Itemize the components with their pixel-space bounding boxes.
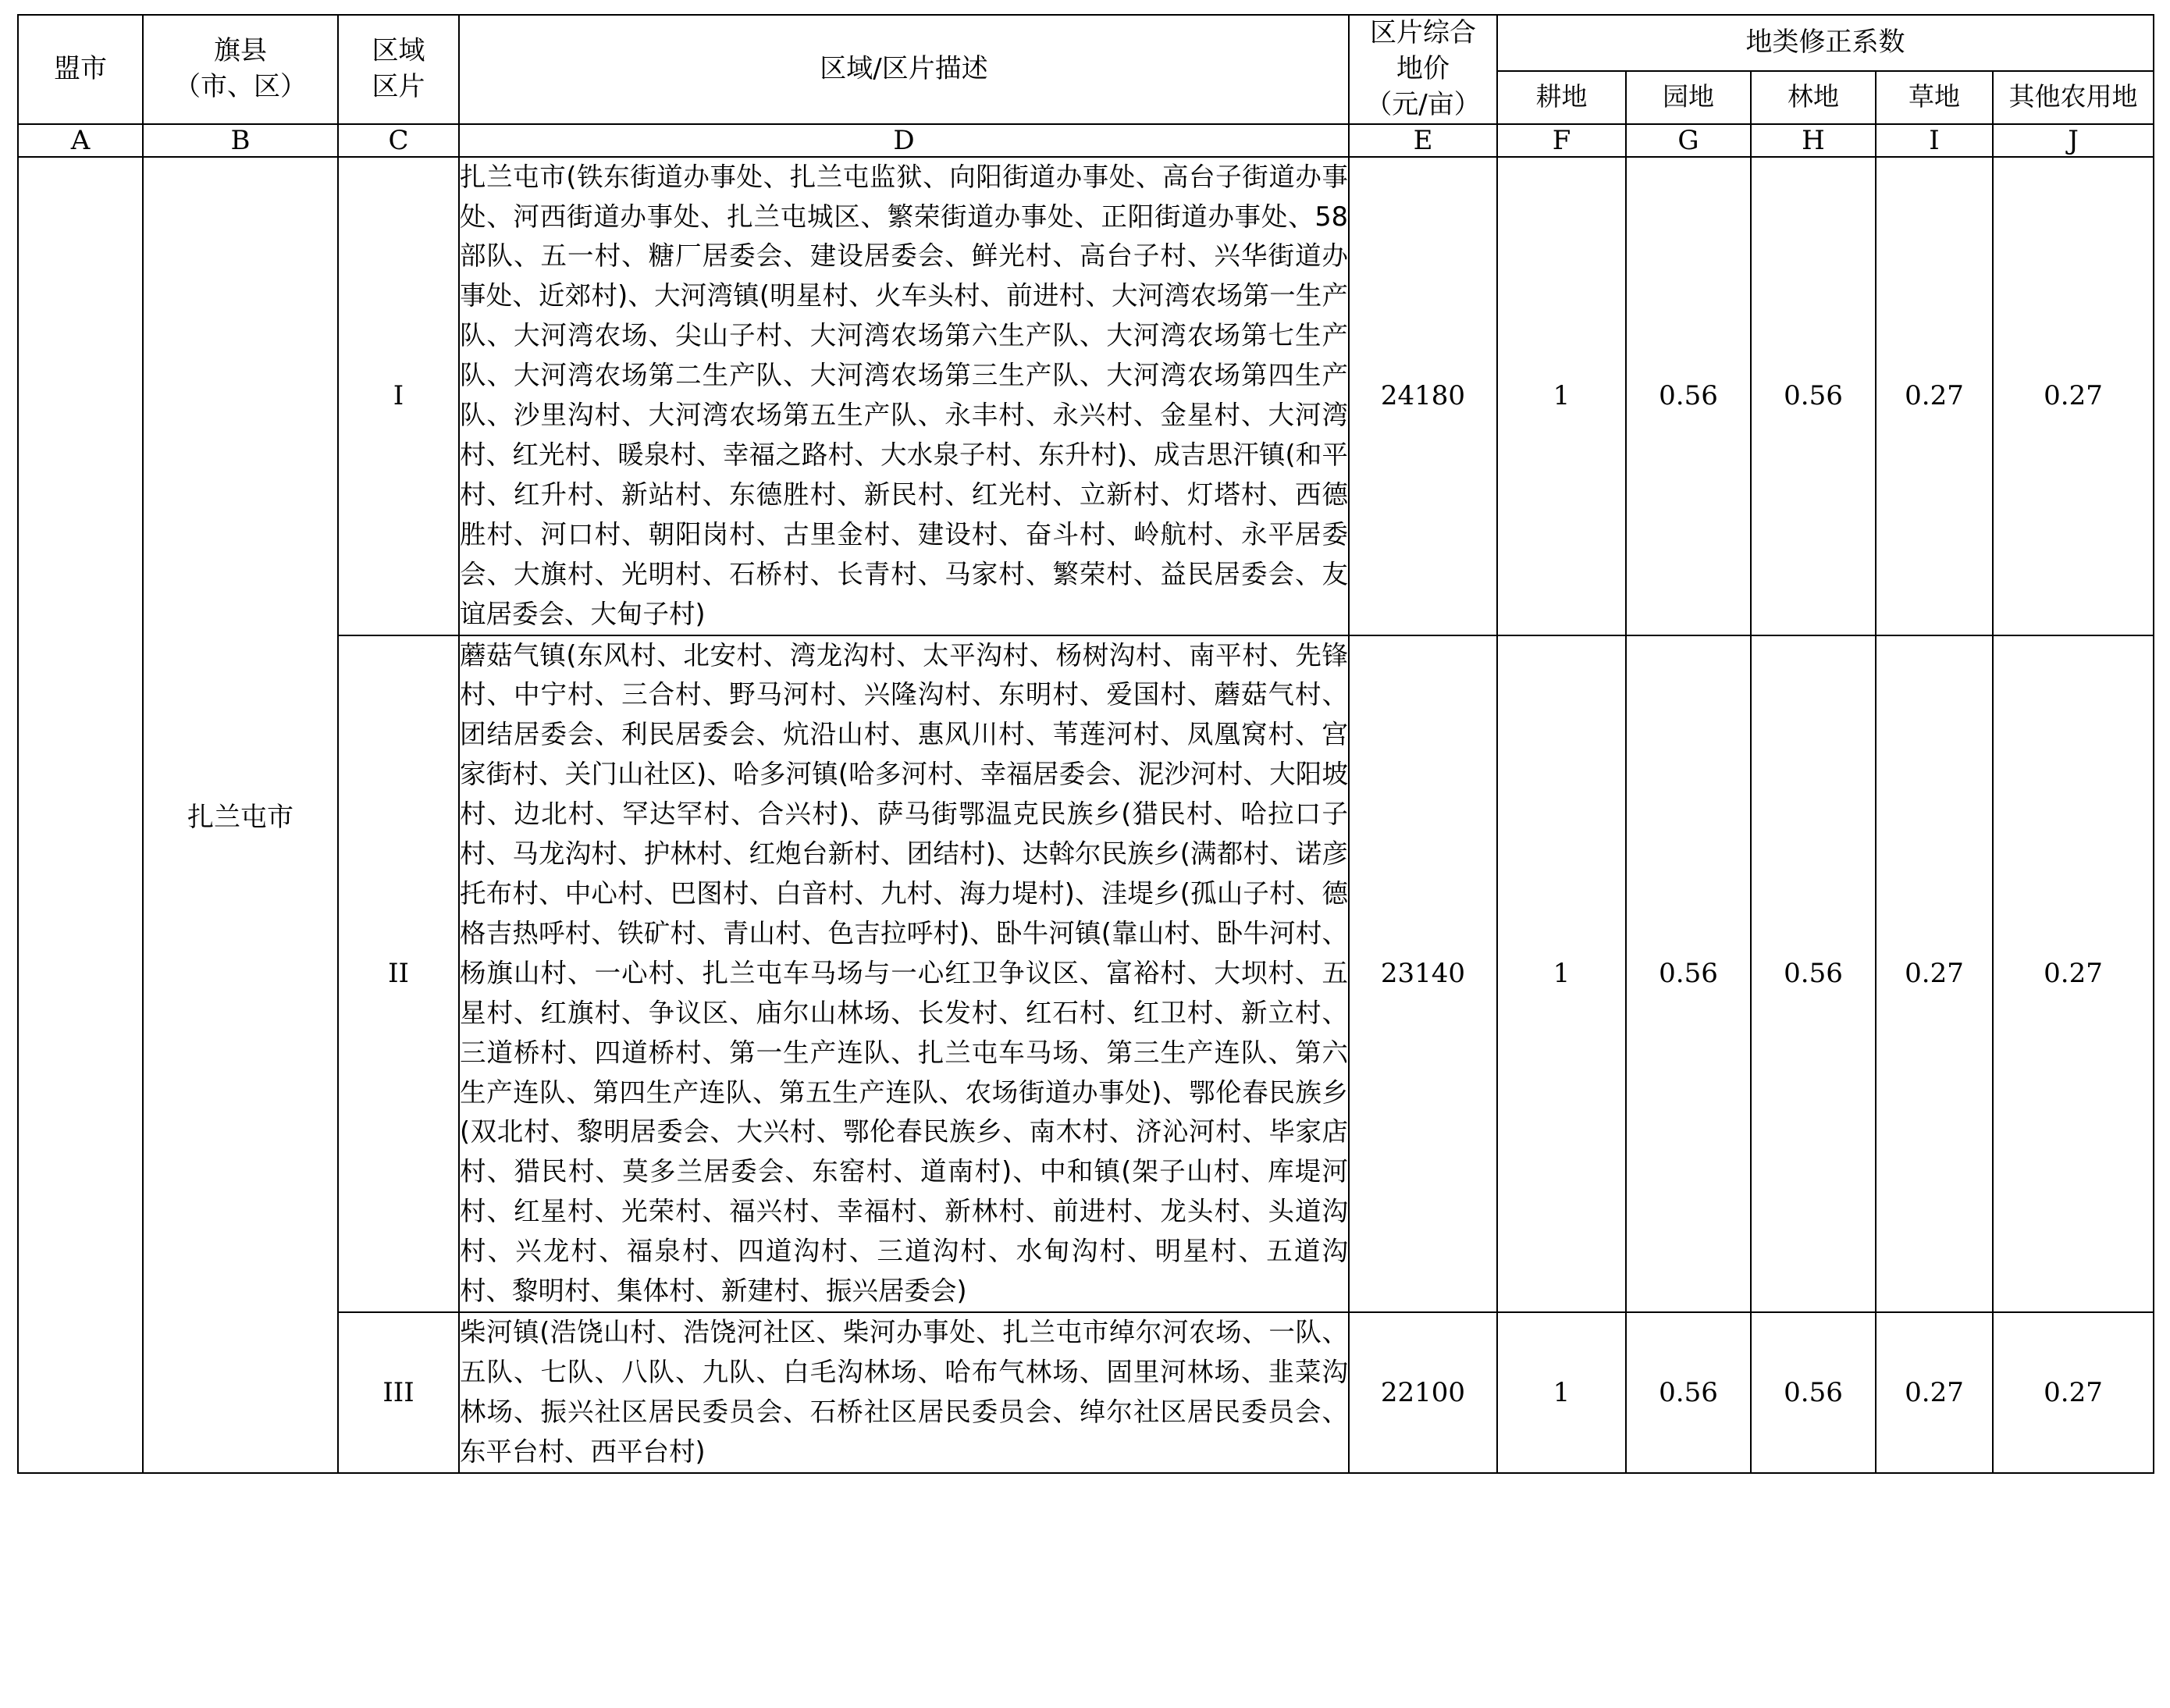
cell-other-agri: 0.27 (1993, 157, 2154, 635)
cell-garden: 0.56 (1626, 1312, 1751, 1473)
column-code-b: B (143, 124, 338, 157)
header-coefficient-group: 地类修正系数 (1497, 15, 2154, 71)
column-code-g: G (1626, 124, 1751, 157)
cell-grass: 0.27 (1876, 157, 1993, 635)
cell-description: 柴河镇(浩饶山村、浩饶河社区、柴河办事处、扎兰屯市绰尔河农场、一队、五队、七队、八队、九队、白毛沟林场、哈布气林场、固里河林场、韭菜沟林场、振兴社区居民委员会、石桥社区居民委员会、绰尔社区居民委员会、东平台村、西平台村) (459, 1312, 1349, 1473)
table-row (18, 157, 2154, 635)
column-code-e: E (1349, 124, 1497, 157)
header-county-line2: （市、区） (174, 70, 307, 102)
column-code-f: F (1497, 124, 1626, 157)
header-other-agri: 其他农用地 (1993, 71, 2154, 124)
cell-county: 扎兰屯市 (143, 157, 338, 1473)
column-code-c: C (338, 124, 459, 157)
cell-grass: 0.27 (1876, 635, 1993, 1312)
header-region (338, 15, 459, 124)
header-county (143, 15, 338, 124)
cell-forest: 0.56 (1751, 157, 1876, 635)
table-row (18, 1312, 2154, 1473)
cell-description: 蘑菇气镇(东风村、北安村、湾龙沟村、太平沟村、杨树沟村、南平村、先锋村、中宁村、三合村、野马河村、兴隆沟村、东明村、爱国村、蘑菇气村、团结居委会、利民居委会、炕沿山村、惠风川村、苇莲河村、凤凰窝村、宫家街村、关门山社区)、哈多河镇(哈多河村、幸福居委会、泥沙河村、大阳坡村、边北村、罕达罕村、合兴村)、萨马街鄂温克民族乡(猎民村、哈拉口子村、马龙沟村、护林村、红炮台新村、团结村)、达斡尔民族乡(满都村、诺彦托布村、中心村、巴图村、白音村、九村、海力堤村)、洼堤乡(孤山子村、德格吉热呼村、铁矿村、青山村、色吉拉呼村)、卧牛河镇(靠山村、卧牛河村、杨旗山村、一心村、扎兰屯车马场与一心红卫争议区、富裕村、大坝村、五星村、红旗村、争议区、庙尔山林场、长发村、红石村、红卫村、新立村、三道桥村、四道桥村、第一生产连队、扎兰屯车马场、第三生产连队、第六生产连队、第四生产连队、第五生产连队、农场街道办事处)、鄂伦春民族乡(双北村、黎明居委会、大兴村、鄂伦春民族乡、南木村、济沁河村、毕家店村、猎民村、莫多兰居委会、东窑村、道南村)、中和镇(架子山村、库堤河村、红星村、光荣村、福兴村、幸福村、新林村、前进村、龙头村、头道沟村、兴龙村、福泉村、四道沟村、三道沟村、水甸沟村、明星村、五道沟村、黎明村、集体村、新建村、振兴居委会) (459, 635, 1349, 1312)
cell-cultivated: 1 (1497, 157, 1626, 635)
cell-garden: 0.56 (1626, 635, 1751, 1312)
header-meng: 盟市 (18, 15, 143, 124)
column-code-i: I (1876, 124, 1993, 157)
cell-forest: 0.56 (1751, 635, 1876, 1312)
header-garden: 园地 (1626, 71, 1751, 124)
header-grass: 草地 (1876, 71, 1993, 124)
header-price-line3: （元/亩） (1365, 88, 1481, 120)
column-code-d: D (459, 124, 1349, 157)
cell-other-agri: 0.27 (1993, 635, 2154, 1312)
cell-garden: 0.56 (1626, 157, 1751, 635)
cell-grass: 0.27 (1876, 1312, 1993, 1473)
cell-region: I (338, 157, 459, 635)
header-region-line2: 区片 (372, 70, 425, 102)
header-price (1349, 15, 1497, 124)
table-column-code-row (18, 124, 2154, 157)
cell-forest: 0.56 (1751, 1312, 1876, 1473)
header-county-line1: 旗县 (214, 34, 267, 66)
cell-meng (18, 157, 143, 1473)
cell-cultivated: 1 (1497, 1312, 1626, 1473)
cell-other-agri: 0.27 (1993, 1312, 2154, 1473)
cell-region: II (338, 635, 459, 1312)
header-region-line1: 区域 (372, 34, 425, 66)
cell-description: 扎兰屯市(铁东街道办事处、扎兰屯监狱、向阳街道办事处、高台子街道办事处、河西街道办事处、扎兰屯城区、繁荣街道办事处、正阳街道办事处、58部队、五一村、糖厂居委会、建设居委会、鲜光村、高台子村、兴华街道办事处、近郊村)、大河湾镇(明星村、火车头村、前进村、大河湾农场第一生产队、大河湾农场、尖山子村、大河湾农场第六生产队、大河湾农场第七生产队、大河湾农场第二生产队、大河湾农场第三生产队、大河湾农场第四生产队、沙里沟村、大河湾农场第五生产队、永丰村、永兴村、金星村、大河湾村、红光村、暖泉村、幸福之路村、大水泉子村、东升村)、成吉思汗镇(和平村、红升村、新站村、东德胜村、新民村、红光村、立新村、灯塔村、西德胜村、河口村、朝阳岗村、古里金村、建设村、奋斗村、岭航村、永平居委会、大旗村、光明村、石桥村、长青村、马家村、繁荣村、益民居委会、友谊居委会、大甸子村) (459, 157, 1349, 635)
table-row (18, 635, 2154, 1312)
header-description: 区域/区片描述 (459, 15, 1349, 124)
header-cultivated: 耕地 (1497, 71, 1626, 124)
cell-price: 22100 (1349, 1312, 1497, 1473)
table-header-row-1 (18, 15, 2154, 71)
cell-price: 24180 (1349, 157, 1497, 635)
header-price-line1: 区片综合 (1370, 17, 1476, 48)
cell-cultivated: 1 (1497, 635, 1626, 1312)
header-forest: 林地 (1751, 71, 1876, 124)
cell-price: 23140 (1349, 635, 1497, 1312)
cell-region: III (338, 1312, 459, 1473)
column-code-j: J (1993, 124, 2154, 157)
column-code-a: A (18, 124, 143, 157)
column-code-h: H (1751, 124, 1876, 157)
header-price-line2: 地价 (1396, 52, 1450, 84)
land-price-table (17, 14, 2154, 1474)
